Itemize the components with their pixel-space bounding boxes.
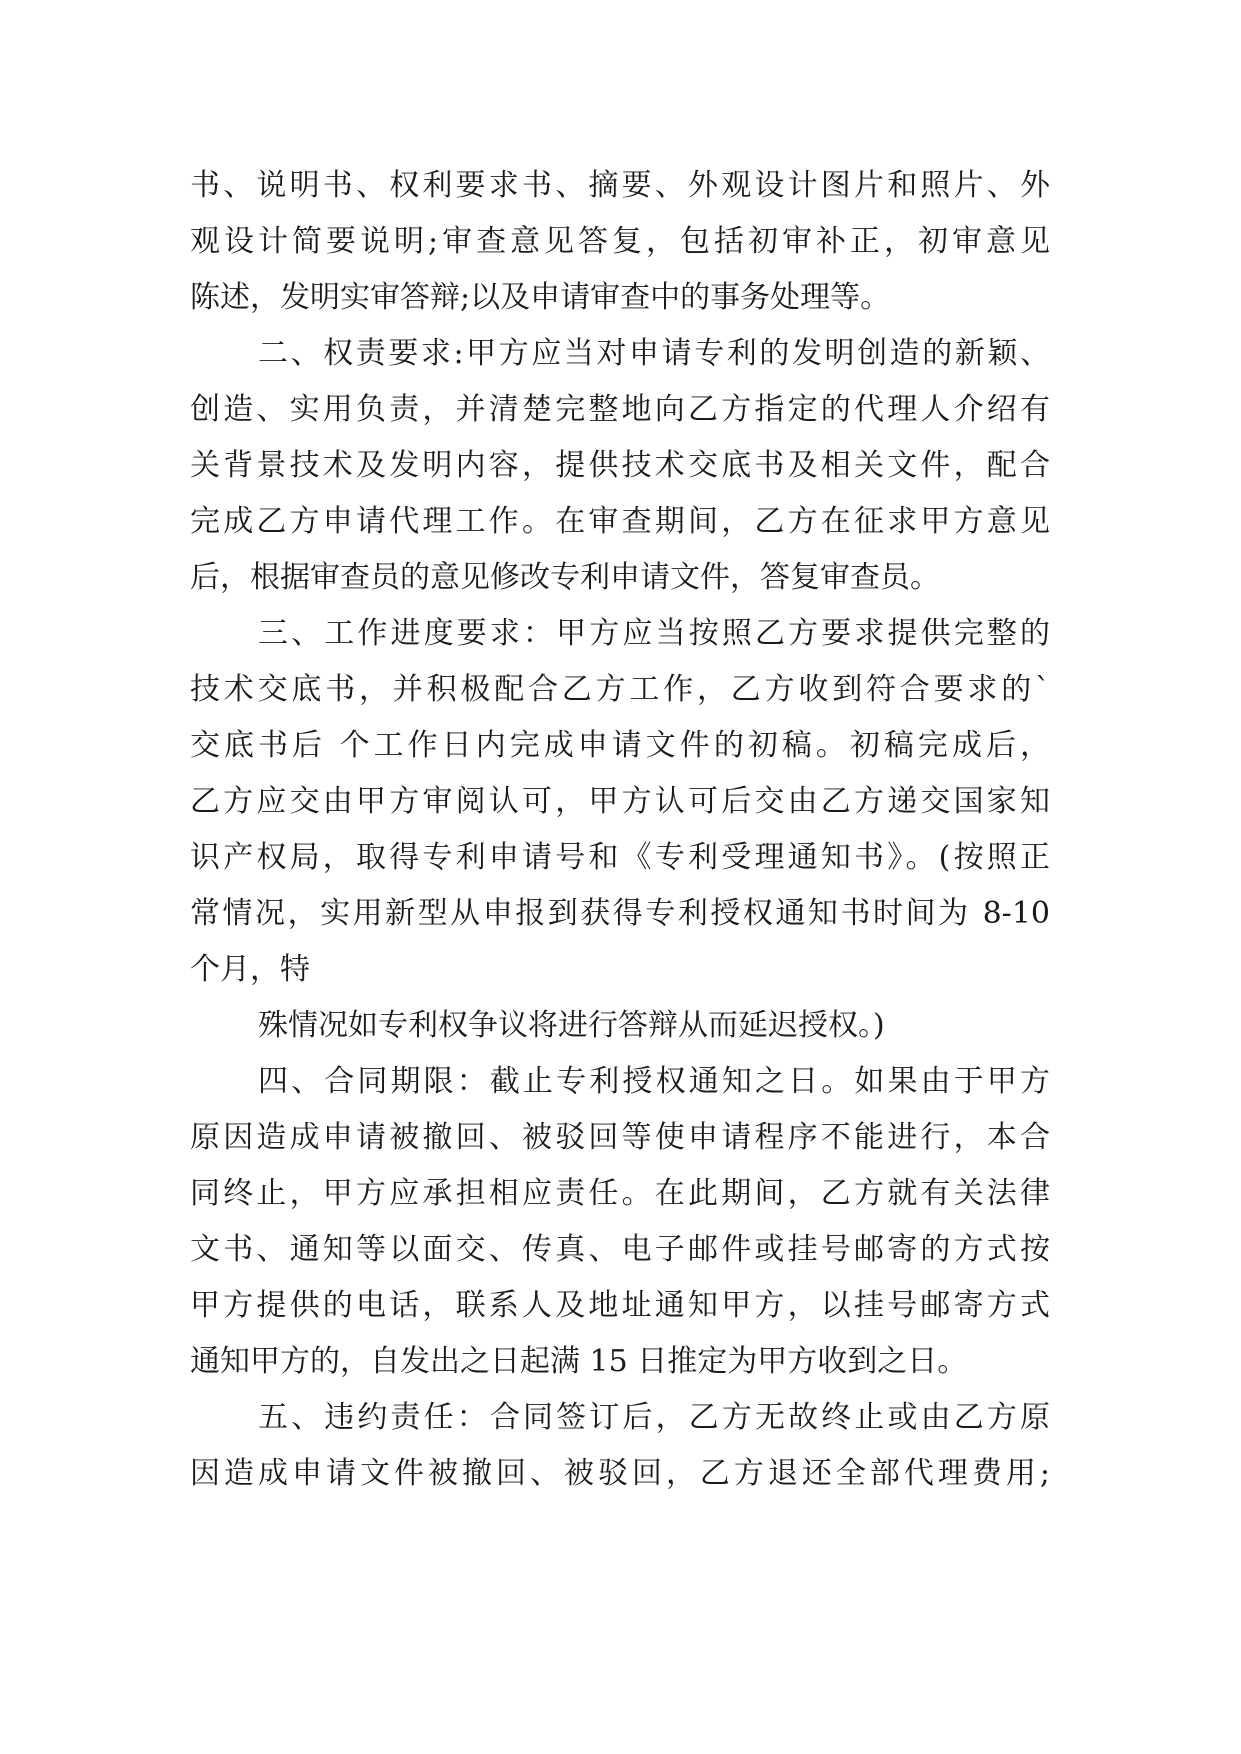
text-line: 后，根据审查员的意见修改专利申请文件，答复审查员。 [190, 560, 940, 595]
text-line: 甲方提供的电话，联系人及地址通知甲方，以挂号邮寄方式 [190, 1288, 1050, 1323]
text-line: 文书、通知等以面交、传真、电子邮件或挂号邮寄的方式按 [190, 1232, 1050, 1267]
text-line: 乙方应交由甲方审阅认可，甲方认可后交由乙方递交国家知 [190, 784, 1050, 819]
text-line: 交底书后 个工作日内完成申请文件的初稿。初稿完成后， [190, 728, 1050, 763]
text-line: 常情况，实用新型从申报到获得专利授权通知书时间为 8-10 [190, 896, 1050, 931]
text-line: 识产权局，取得专利申请号和《专利受理通知书》。(按照正 [190, 840, 1050, 875]
text-line: 技术交底书，并积极配合乙方工作，乙方收到符合要求的` [190, 672, 1050, 707]
contract-text [190, 158, 1050, 1502]
text-line: 书、说明书、权利要求书、摘要、外观设计图片和照片、外 [190, 168, 1050, 203]
text-line: 原因造成申请被撤回、被驳回等使申请程序不能进行，本合 [190, 1120, 1050, 1155]
text-line: 同终止，甲方应承担相应责任。在此期间，乙方就有关法律 [190, 1176, 1050, 1211]
text-line: 创造、实用负责，并清楚完整地向乙方指定的代理人介绍有 [190, 392, 1050, 427]
section-heading-line: 五、违约责任：合同签订后，乙方无故终止或由乙方原 [258, 1400, 1050, 1435]
text-line: 通知甲方的，自发出之日起满 15 日推定为甲方收到之日。 [190, 1344, 968, 1379]
text-line: 完成乙方申请代理工作。在审查期间，乙方在征求甲方意见 [190, 504, 1050, 539]
text-line: 殊情况如专利权争议将进行答辩从而延迟授权。) [258, 1008, 885, 1043]
text-line: 观设计简要说明;审查意见答复，包括初审补正，初审意见 [190, 224, 1050, 259]
section-heading-line: 三、工作进度要求：甲方应当按照乙方要求提供完整的 [258, 616, 1050, 651]
text-line: 因造成申请文件被撤回、被驳回，乙方退还全部代理费用; [190, 1456, 1050, 1491]
section-heading-line: 二、权责要求:甲方应当对申请专利的发明创造的新颖、 [258, 336, 1050, 371]
text-line: 关背景技术及发明内容，提供技术交底书及相关文件，配合 [190, 448, 1050, 483]
text-line: 个月，特 [190, 952, 310, 987]
text-line: 陈述，发明实审答辩;以及申请审查中的事务处理等。 [190, 280, 891, 315]
section-heading-line: 四、合同期限：截止专利授权通知之日。如果由于甲方 [258, 1064, 1050, 1099]
